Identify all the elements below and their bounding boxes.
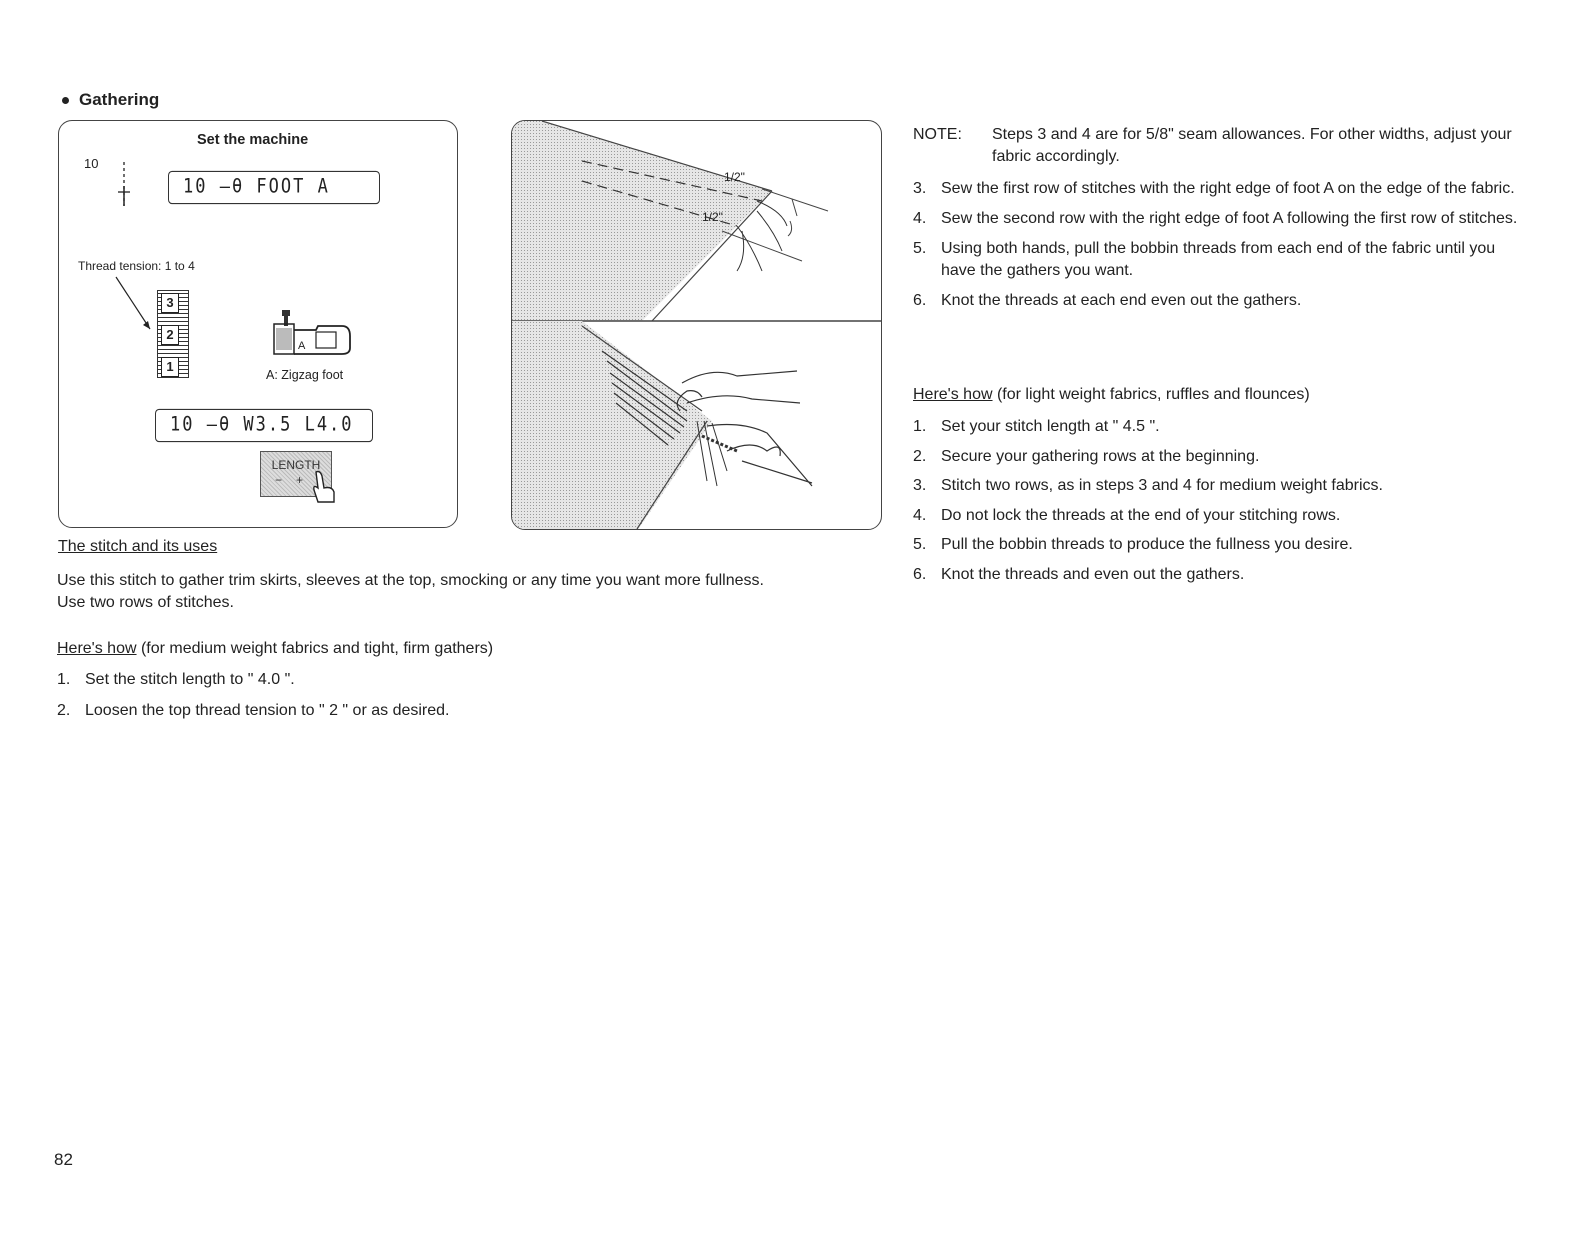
page-number: 82: [54, 1150, 73, 1169]
step-number: 5.: [913, 240, 927, 257]
step-text: Do not lock the threads at the end of your stitching rows.: [941, 506, 1341, 524]
note-block: [913, 124, 1533, 168]
step-number: 3.: [913, 477, 927, 494]
stitch-uses-line-2: Use two rows of stitches.: [57, 594, 234, 611]
section-heading-text: Gathering: [79, 90, 160, 109]
thread-tension-label: Thread tension: 1 to 4: [78, 259, 195, 273]
list-item: [57, 700, 857, 722]
list-item: [913, 475, 1533, 497]
list-item: [913, 446, 1533, 468]
step-text: Using both hands, pull the bobbin threads from each end of the fabric until you have the gathers you want.: [941, 240, 1496, 279]
step-number: 6.: [913, 565, 927, 583]
howto-medium-steps: [57, 669, 857, 731]
step-text: Knot the threads at each end even out the gathers.: [941, 292, 1302, 309]
list-item: [913, 564, 1533, 586]
list-item: [913, 238, 1533, 282]
howto-light-heading: [913, 386, 1310, 404]
list-item: [913, 534, 1533, 556]
tension-dial: [157, 290, 189, 378]
step-number: 2.: [57, 702, 71, 719]
step-text: Set the stitch length to " 4.0 ".: [85, 671, 295, 688]
howto-medium-label: Here's how: [57, 640, 137, 657]
stitch-uses-heading: The stitch and its uses: [58, 538, 218, 555]
tension-value-3: 3: [161, 293, 179, 313]
seam-label-2: 1/2": [702, 210, 723, 224]
minus-label: −: [274, 473, 296, 487]
list-item: [913, 290, 1533, 312]
length-button-label: LENGTH: [271, 458, 321, 472]
finger-press-icon: [310, 470, 340, 504]
step-number: 6.: [913, 292, 927, 309]
step-number: 5.: [913, 536, 927, 553]
step-text: Stitch two rows, as in steps 3 and 4 for medium weight fabrics.: [941, 477, 1383, 494]
stitch-pattern-icon: [112, 160, 136, 210]
step-text: Sew the second row with the right edge of foot A following the first row of stitches.: [941, 210, 1518, 227]
zigzag-foot-icon: [272, 308, 352, 360]
howto-light-qualifier: (for light weight fabrics, ruffles and flounces): [992, 386, 1310, 403]
tension-value-2: 2: [161, 325, 179, 345]
list-item: [913, 416, 1533, 438]
step-text: Sew the first row of stitches with the right edge of foot A on the edge of the fabric.: [941, 180, 1515, 197]
step-number: 4.: [913, 506, 927, 524]
machine-panel-title: Set the machine: [197, 132, 309, 148]
howto-light-label: Here's how: [913, 386, 993, 403]
step-number: 1.: [913, 418, 927, 435]
plus-label: +: [296, 473, 318, 487]
tension-value-1: 1: [161, 357, 179, 377]
gathering-illustration: [511, 120, 882, 530]
step-text: Loosen the top thread tension to " 2 " or as desired.: [85, 702, 450, 719]
step-text: Pull the bobbin threads to produce the fullness you desire.: [941, 536, 1353, 553]
step-number: 3.: [913, 180, 927, 197]
stitch-uses-line-1: Use this stitch to gather trim skirts, sleeves at the top, smocking or any time you want more fullness.: [57, 572, 764, 589]
lcd-display-width-length: 10 —θ W3.5 L4.0: [155, 409, 373, 442]
step-text: Knot the threads and even out the gathers.: [941, 565, 1245, 583]
step-text: Set your stitch length at " 4.5 ".: [941, 418, 1160, 435]
howto-medium-heading: [57, 640, 493, 658]
steps-continued: [913, 178, 1533, 320]
section-heading: [62, 90, 159, 110]
step-number: 2.: [913, 447, 927, 465]
stitch-uses-body: [57, 570, 897, 614]
gathering-illustration-art: [512, 121, 882, 530]
step-text: Secure your gathering rows at the beginning.: [941, 447, 1260, 465]
list-item: [913, 208, 1533, 230]
note-label: NOTE:: [913, 126, 962, 143]
stitch-number: 10: [84, 156, 99, 171]
step-number: 1.: [57, 671, 71, 688]
step-number: 4.: [913, 210, 927, 227]
note-text: Steps 3 and 4 are for 5/8" seam allowances. For other widths, adjust your fabric accordingly.: [992, 126, 1512, 165]
list-item: [913, 505, 1533, 527]
list-item: [57, 669, 857, 691]
zigzag-foot-label: A: Zigzag foot: [266, 368, 344, 382]
svg-text:A: A: [298, 340, 306, 352]
howto-medium-qualifier: (for medium weight fabrics and tight, firm gathers): [136, 640, 494, 657]
howto-light-steps: [913, 416, 1533, 593]
lcd-display-foot: 10 —θ FOOT A: [168, 171, 380, 204]
list-item: [913, 178, 1533, 200]
seam-label-1: 1/2": [724, 170, 745, 184]
bullet-icon: [62, 97, 69, 104]
